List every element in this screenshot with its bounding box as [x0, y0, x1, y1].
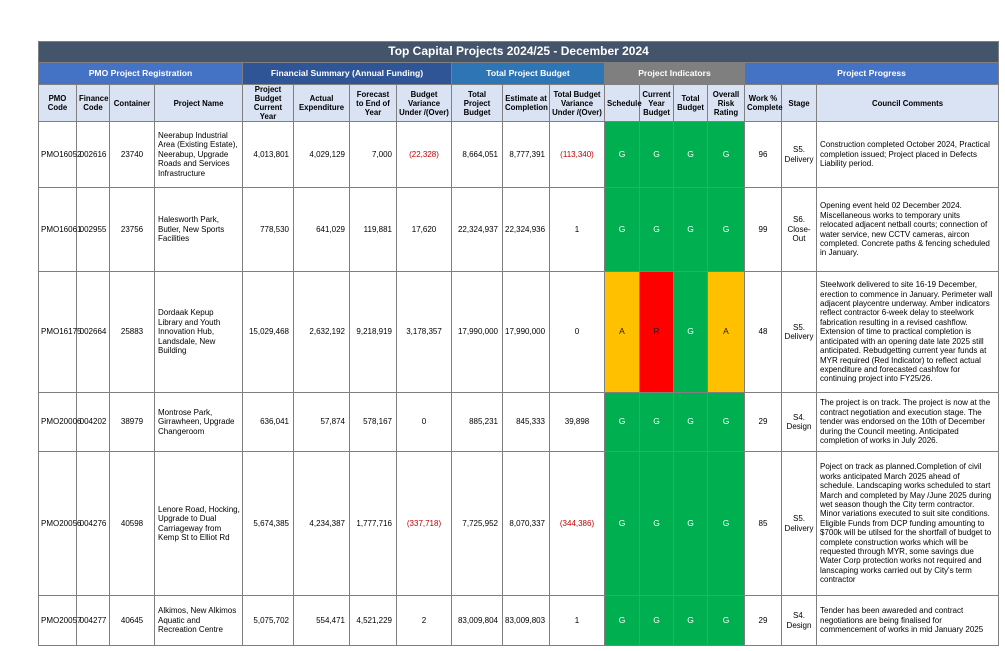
estimate-completion-cell: 845,333	[503, 393, 550, 452]
group-project-progress: Project Progress	[745, 63, 999, 85]
total-budget-indicator: G	[674, 272, 708, 393]
project-budget-cell: 5,674,385	[243, 452, 294, 596]
table-row	[39, 452, 999, 596]
total-budget-indicator: G	[674, 452, 708, 596]
current-year-budget-indicator: R	[640, 272, 674, 393]
total-variance-cell: (113,340)	[550, 122, 605, 188]
council-comment-cell: The project is on track. The project is now at the contract negotiation and execution stage. The tender was endorsed on the 10th of December during the Council meeting. Anticipated completion of works in July 2026.	[817, 393, 999, 452]
stage-cell: S4. Design	[782, 393, 817, 452]
finance-code-cell: 004277	[77, 596, 110, 646]
total-budget-indicator: G	[674, 122, 708, 188]
total-budget-indicator: G	[674, 596, 708, 646]
table-row	[39, 188, 999, 272]
council-comment-cell: Tender has been awareded and contract negotiations are being finalised for commencement of works in mid January 2025	[817, 596, 999, 646]
finance-code-cell: 002616	[77, 122, 110, 188]
current-year-budget-indicator: G	[640, 122, 674, 188]
col-total-project-budget: Total Project Budget	[452, 85, 503, 122]
project-name-cell: Dordaak Kepup Library and Youth Innovation Hub, Landsdale, New Building	[155, 272, 243, 393]
council-comment-cell: Construction completed October 2024, Practical completion issued; Project placed in Defects Liability period.	[817, 122, 999, 188]
total-variance-cell: (344,386)	[550, 452, 605, 596]
col-pmo-code: PMO Code	[39, 85, 77, 122]
col-council-comments: Council Comments	[817, 85, 999, 122]
budget-variance-cell: (337,718)	[397, 452, 452, 596]
forecast-cell: 1,777,716	[350, 452, 397, 596]
container-cell: 23756	[110, 188, 155, 272]
budget-variance-cell: 3,178,357	[397, 272, 452, 393]
col-budget-variance: Budget Variance Under /(Over)	[397, 85, 452, 122]
schedule-indicator: G	[605, 393, 640, 452]
col-schedule: Schedule	[605, 85, 640, 122]
risk-rating-indicator: G	[708, 188, 745, 272]
total-project-budget-cell: 17,990,000	[452, 272, 503, 393]
project-budget-cell: 636,041	[243, 393, 294, 452]
col-actual-expenditure: Actual Expenditure	[294, 85, 350, 122]
actual-expenditure-cell: 641,029	[294, 188, 350, 272]
risk-rating-indicator: A	[708, 272, 745, 393]
budget-variance-cell: 0	[397, 393, 452, 452]
col-project-name: Project Name	[155, 85, 243, 122]
schedule-indicator: G	[605, 122, 640, 188]
actual-expenditure-cell: 2,632,192	[294, 272, 350, 393]
pmo-code-cell: PMO20056	[39, 452, 77, 596]
col-stage: Stage	[782, 85, 817, 122]
work-complete-cell: 48	[745, 272, 782, 393]
stage-cell: S5. Delivery	[782, 122, 817, 188]
work-complete-cell: 29	[745, 393, 782, 452]
group-total-project-budget: Total Project Budget	[452, 63, 605, 85]
col-estimate-completion: Estimate at Completion	[503, 85, 550, 122]
pmo-code-cell: PMO16052	[39, 122, 77, 188]
pmo-code-cell: PMO20057	[39, 596, 77, 646]
col-total-budget: Total Budget	[674, 85, 708, 122]
risk-rating-indicator: G	[708, 393, 745, 452]
current-year-budget-indicator: G	[640, 393, 674, 452]
container-cell: 38979	[110, 393, 155, 452]
group-project-indicators: Project Indicators	[605, 63, 745, 85]
estimate-completion-cell: 8,777,391	[503, 122, 550, 188]
risk-rating-indicator: G	[708, 596, 745, 646]
finance-code-cell: 004276	[77, 452, 110, 596]
project-name-cell: Halesworth Park, Butler, New Sports Facilities	[155, 188, 243, 272]
col-forecast: Forecast to End of Year	[350, 85, 397, 122]
forecast-cell: 7,000	[350, 122, 397, 188]
estimate-completion-cell: 8,070,337	[503, 452, 550, 596]
container-cell: 40645	[110, 596, 155, 646]
stage-cell: S4. Design	[782, 596, 817, 646]
stage-cell: S5. Delivery	[782, 272, 817, 393]
council-comment-cell: Opening event held 02 December 2024. Miscellaneous works to temporary units relocated adjacent netball courts; connection of water service, new CCTV cameras, aircon completed. Concrete paths & fencing scheduled in January.	[817, 188, 999, 272]
table-row	[39, 393, 999, 452]
table-row	[39, 596, 999, 646]
current-year-budget-indicator: G	[640, 596, 674, 646]
actual-expenditure-cell: 4,029,129	[294, 122, 350, 188]
finance-code-cell: 002664	[77, 272, 110, 393]
col-total-variance: Total Budget Variance Under /(Over)	[550, 85, 605, 122]
col-current-year-budget: Current Year Budget	[640, 85, 674, 122]
project-name-cell: Neerabup Industrial Area (Existing Estate), Neerabup, Upgrade Roads and Services Infrastructure	[155, 122, 243, 188]
pmo-code-cell: PMO16175	[39, 272, 77, 393]
stage-cell: S6. Close-Out	[782, 188, 817, 272]
pmo-code-cell: PMO16061	[39, 188, 77, 272]
estimate-completion-cell: 17,990,000	[503, 272, 550, 393]
col-work-complete: Work % Complete	[745, 85, 782, 122]
actual-expenditure-cell: 4,234,387	[294, 452, 350, 596]
schedule-indicator: G	[605, 452, 640, 596]
risk-rating-indicator: G	[708, 122, 745, 188]
estimate-completion-cell: 83,009,803	[503, 596, 550, 646]
total-budget-indicator: G	[674, 393, 708, 452]
total-project-budget-cell: 22,324,937	[452, 188, 503, 272]
project-budget-cell: 4,013,801	[243, 122, 294, 188]
total-budget-indicator: G	[674, 188, 708, 272]
finance-code-cell: 004202	[77, 393, 110, 452]
budget-variance-cell: 17,620	[397, 188, 452, 272]
project-budget-cell: 778,530	[243, 188, 294, 272]
project-name-cell: Alkimos, New Alkimos Aquatic and Recreation Centre	[155, 596, 243, 646]
council-comment-cell: Poject on track as planned.Completion of civil works anticipated March 2025 ahead of schedule. Landscaping works scheduled to start March and completed by May /June 2025 during wet season though the City term contractor. Minor variations executed to suit site conditions. Eligible Funds from DCP funding amounting to $700k will be utilsed for the shortfall of budget to complete construction works which will be requested through MYR, some savings due Water Corp protection works not required and lanscaping works carried out by City's term contractor	[817, 452, 999, 596]
total-project-budget-cell: 83,009,804	[452, 596, 503, 646]
total-variance-cell: 0	[550, 272, 605, 393]
col-risk-rating: Overall Risk Rating	[708, 85, 745, 122]
col-container: Container	[110, 85, 155, 122]
total-project-budget-cell: 8,664,051	[452, 122, 503, 188]
col-project-budget: Project Budget Current Year	[243, 85, 294, 122]
report-title: Top Capital Projects 2024/25 - December 2024	[39, 42, 999, 63]
council-comment-cell: Steelwork delivered to site 16-19 December, erection to commence in January. Perimeter wall adjacent playcentre underway. Amber indicators reflect contractor 6-week delay to steelwork fabrication resulting in a revised cashflow. Extension of time to practical completion is anticipated with an opening date late 2025 still anticipated. Rebudgetting current year funds at MYR required (Red Indicator) to reflect actual expenditure and forecasted cashfow for continuing project into FY25/26.	[817, 272, 999, 393]
forecast-cell: 4,521,229	[350, 596, 397, 646]
actual-expenditure-cell: 57,874	[294, 393, 350, 452]
table-row	[39, 122, 999, 188]
project-name-cell: Montrose Park, Girrawheen, Upgrade Changeroom	[155, 393, 243, 452]
capital-projects-table	[38, 41, 999, 646]
container-cell: 23740	[110, 122, 155, 188]
project-budget-cell: 5,075,702	[243, 596, 294, 646]
work-complete-cell: 29	[745, 596, 782, 646]
pmo-code-cell: PMO20006	[39, 393, 77, 452]
total-variance-cell: 39,898	[550, 393, 605, 452]
group-pmo-registration: PMO Project Registration	[39, 63, 243, 85]
total-project-budget-cell: 885,231	[452, 393, 503, 452]
total-variance-cell: 1	[550, 596, 605, 646]
estimate-completion-cell: 22,324,936	[503, 188, 550, 272]
forecast-cell: 9,218,919	[350, 272, 397, 393]
budget-variance-cell: 2	[397, 596, 452, 646]
work-complete-cell: 99	[745, 188, 782, 272]
finance-code-cell: 002955	[77, 188, 110, 272]
work-complete-cell: 85	[745, 452, 782, 596]
project-budget-cell: 15,029,468	[243, 272, 294, 393]
stage-cell: S5. Delivery	[782, 452, 817, 596]
schedule-indicator: A	[605, 272, 640, 393]
budget-variance-cell: (22,328)	[397, 122, 452, 188]
capital-projects-report	[38, 41, 998, 646]
total-variance-cell: 1	[550, 188, 605, 272]
work-complete-cell: 96	[745, 122, 782, 188]
current-year-budget-indicator: G	[640, 452, 674, 596]
actual-expenditure-cell: 554,471	[294, 596, 350, 646]
schedule-indicator: G	[605, 596, 640, 646]
current-year-budget-indicator: G	[640, 188, 674, 272]
risk-rating-indicator: G	[708, 452, 745, 596]
container-cell: 40598	[110, 452, 155, 596]
container-cell: 25883	[110, 272, 155, 393]
col-finance-code: Finance Code	[77, 85, 110, 122]
table-row	[39, 272, 999, 393]
schedule-indicator: G	[605, 188, 640, 272]
forecast-cell: 578,167	[350, 393, 397, 452]
group-financial-summary: Financial Summary (Annual Funding)	[243, 63, 452, 85]
total-project-budget-cell: 7,725,952	[452, 452, 503, 596]
project-name-cell: Lenore Road, Hocking, Upgrade to Dual Carriageway from Kemp St to Elliot Rd	[155, 452, 243, 596]
forecast-cell: 119,881	[350, 188, 397, 272]
